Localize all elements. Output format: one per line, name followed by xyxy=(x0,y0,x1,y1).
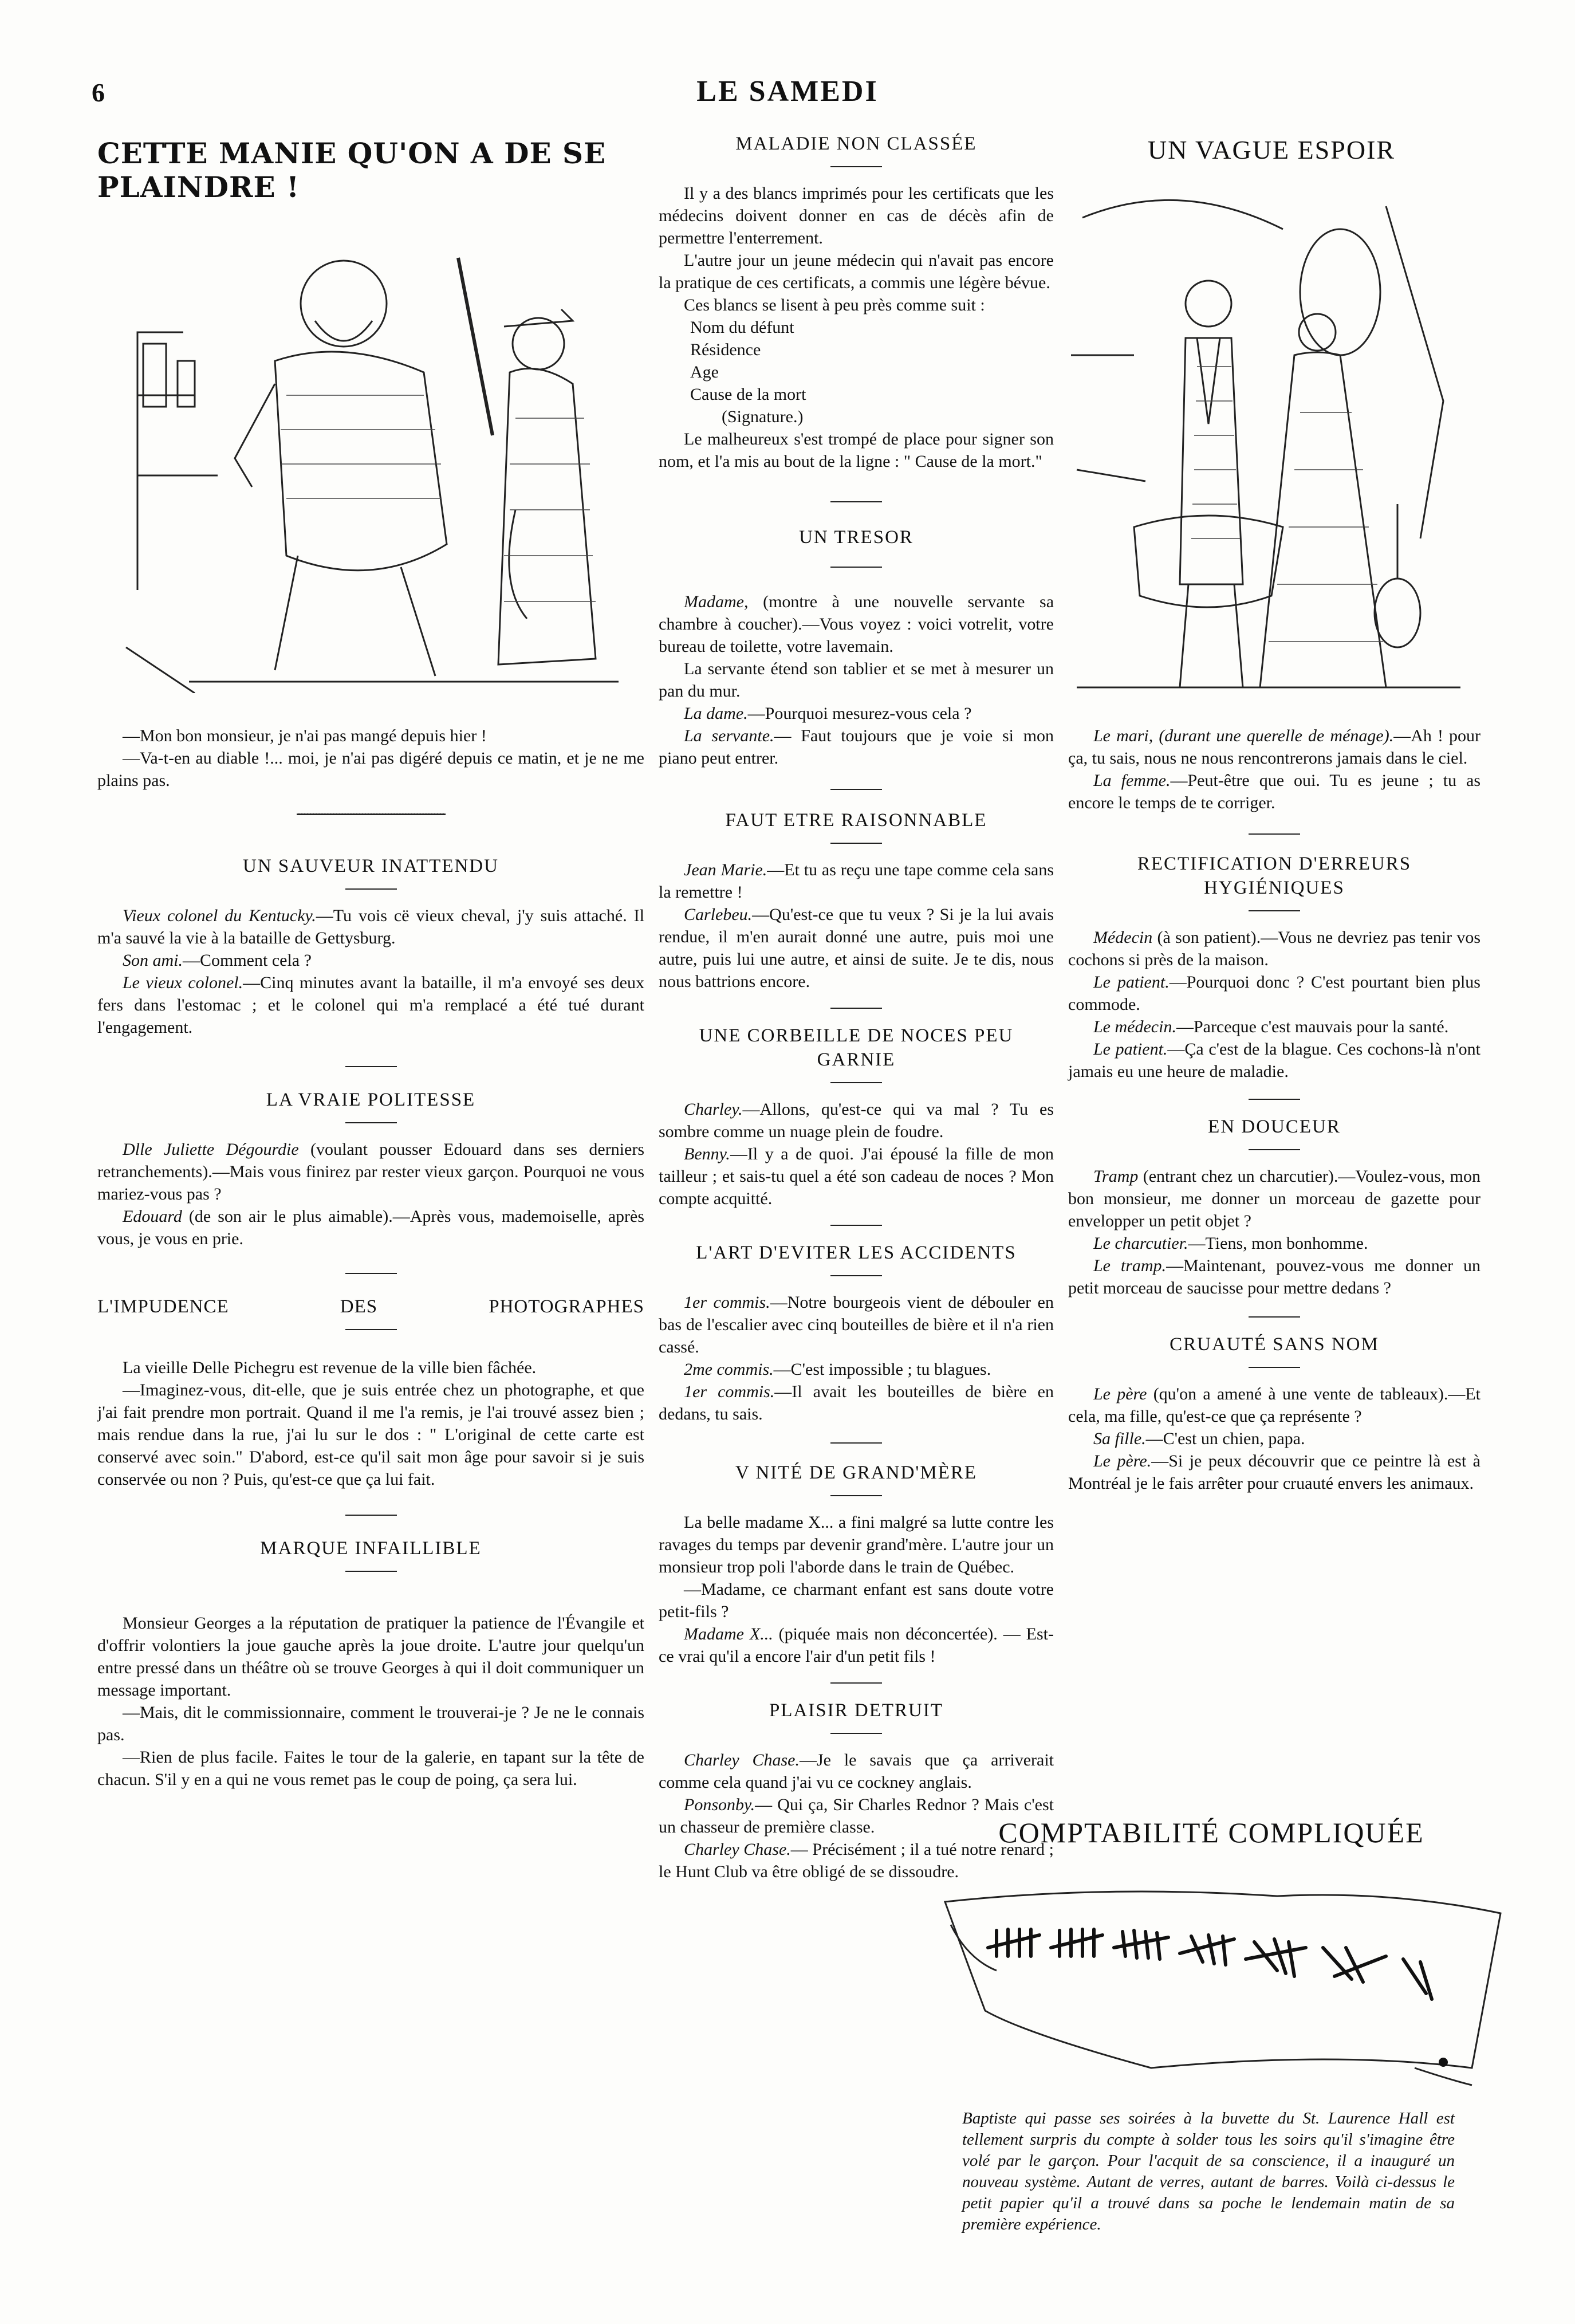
col1-title: CETTE MANIE QU'ON A DE SE PLAINDRE ! xyxy=(97,136,607,204)
section-title: CRUAUTÉ SANS NOM xyxy=(1170,1334,1379,1355)
section-title: RECTIFICATION D'ERREURS HYGIÉNIQUES xyxy=(1137,854,1412,898)
col1-body: —Mon bon monsieur, je n'ai pas mangé depuis hier ! —Va-t-en au diable !... moi, je n'ai pas digéré depuis ce matin, et je ne me plains pas. UN SAUVEUR INATTENDU Vieux colonel du Kentucky.—Tu vois cë vieux cheval, j'y suis attaché. Il m'a sauvé la vie à la bataille de Gettysburg. Son ami.—Comment cela ? Le vieux colonel.—Cinq minutes avant la bataille, il m'a envoyé ses deux fers dans l'estomac ; et le colonel qui m'a remplacé a été tué durant l'engagement. LA VRAIE POLITESSE Dlle Juliette Dégourdie (voulant pousser Edouard dans ses derniers retranchements).—Mais vous finirez par rester vieux garçon. Pourquoi ne vous mariez-vous pas ? Edouard (de son air le plus aimable).—Après vous, mademoiselle, après vous, je vous en prie. L'IMPUDENCE DES PHOTOGRAPHES La vieille Delle Pichegru est revenue de la ville bien fâchée. —Imaginez-vous, dit-elle, que je suis entrée chez un photographe, et que j'ai fait prendre mon portrait. Quand il me l'a remis, je l'ai trouvé assez bien ; mais rendue dans la rue, j'ai lu sur le dos : " L'original de cette carte est conservé avec soin." D'abord, est-ce qu'il sait mon âge pour savoir si je suis conservée ou non ? Puis, qu'est-ce que ça lui fait. MARQUE INFAILLIBLE Monsieur Georges a la réputation de pratiquer la patience de l'Évangile et d'offrir volontiers la joue gauche après la joue droite. L'autre jour quelqu'un entre pressé dans un théâtre où se trouve Georges à qui il doit communiquer un message important. —Mais, dit le commissionnaire, comment le trouverai-je ? Je ne le connais pas. —Rien de plus facile. Faites le tour de la galerie, en tapant sur la tête de chacun. S'il y en a qui ne vous remet pas le coup de poing, ça sera lui. xyxy=(97,725,644,1791)
divider xyxy=(345,1571,397,1572)
illustration-beggar-and-gentleman xyxy=(103,189,659,693)
divider xyxy=(830,1275,882,1276)
caption-gentleman: —Va-t-en au diable !... moi, je n'ai pas digéré depuis ce matin, et je ne me plains pas. xyxy=(97,749,644,790)
illustration-couple-in-parlour xyxy=(1065,183,1466,705)
divider xyxy=(1249,910,1300,911)
divider xyxy=(830,1495,882,1496)
section-title: PLAISIR DETRUIT xyxy=(769,1700,944,1721)
divider xyxy=(1249,1367,1300,1368)
illustration-tally-paper xyxy=(934,1862,1512,2102)
comptabilite-title: COMPTABILITÉ COMPLIQUÉE xyxy=(998,1816,1424,1849)
divider xyxy=(830,166,882,167)
journal-title: LE SAMEDI xyxy=(696,75,879,108)
section-title: FAUT ETRE RAISONNABLE xyxy=(725,810,987,831)
divider xyxy=(1249,1149,1300,1150)
divider xyxy=(830,1733,882,1734)
divider xyxy=(830,843,882,844)
section-title: LA VRAIE POLITESSE xyxy=(266,1090,476,1110)
divider xyxy=(345,888,397,890)
section-title: EN DOUCEUR xyxy=(1208,1116,1341,1137)
section-title: UN TRESOR xyxy=(799,527,914,548)
col2-body: MALADIE NON CLASSÉE Il y a des blancs imprimés pour les certificats que les médecins doivent donner en cas de décès afin de permettre l'enterrement. L'autre jour un jeune médecin qui n'avait pas encore la pratique de ces certificats, a commis une légère bévue. Ces blancs se lisent à peu près comme suit : Nom du défunt Résidence Age Cause de la mort (Signature.) Le malheureux s'est trompé de place pour signer son nom, et l'a mis au bout de la ligne : " Cause de la mort." UN TRESOR Madame, (montre à une nouvelle servante sa chambre à coucher).—Vous voyez : voici votrelit, votre bureau de toilette, votre lavemain. La servante étend son tablier et se met à mesurer un pan du mur. La dame.—Pourquoi mesurez-vous cela ? La servante.— Faut toujours que je voie si mon piano peut entrer. FAUT ETRE RAISONNABLE Jean Marie.—Et tu as reçu une tape comme cela sans la remettre ! Carlebeu.—Qu'est-ce que tu veux ? Si je la lui avais rendue, il m'en aurait donné une autre, puis moi une autre, puis lui une autre, et ainsi de suite. Je te dis, nous nous battrions encore. UNE CORBEILLE DE NOCES PEU GARNIE Charley.—Allons, qu'est-ce qui va mal ? Tu es sombre comme un nuage plein de foudre. Benny.—Il y a de quoi. J'ai épousé la fille de mon tailleur ; et sais-tu quel a été son cadeau de noces ? Mon compte acquitté. L'ART D'EVITER LES ACCIDENTS 1er commis.—Notre bourgeois vient de débouler en bas de l'escalier avec cinq bouteilles de bière et il n'a rien cassé. 2me commis.—C'est impossible ; tu blagues. 1er commis.—Il avait les bouteilles de bière en dedans, tu sais. V NITÉ DE GRAND'MÈRE La belle madame X... a fini malgré sa lutte contre les ravages du temps par devenir grand'mère. L'autre jour un monsieur trop poli l'aborde dans le train de Québec. —Madame, ce charmant enfant est sans doute votre petit-fils ? Madame X... (piquée mais non déconcertée). — Est-ce vrai qu'il a encore l'air d'un petit fils ! PLAISIR DETRUIT Charley Chase.—Je le savais que ça arriverait comme cela quand j'ai vu ce cockney anglais. Ponsonby.— Qui ça, Sir Charles Rednor ? Mais c'est un chasseur de première classe. Charley Chase.— Précisément ; il a tué notre renard ; le Hunt Club va être obligé de se dissoudre. xyxy=(659,132,1054,1883)
divider xyxy=(830,1082,882,1083)
section-title: V NITÉ DE GRAND'MÈRE xyxy=(735,1462,978,1483)
section-title: MALADIE NON CLASSÉE xyxy=(735,133,977,154)
section-title: UNE CORBEILLE DE NOCES PEU GARNIE xyxy=(699,1025,1014,1070)
col3-body: Le mari, (durant une querelle de ménage).—Ah ! pour ça, tu sais, nous ne nous rencontrerons jamais dans le ciel. La femme.—Peut-être que oui. Tu es jeune ; tu as encore le temps de te corriger. RECTIFICATION D'ERREURS HYGIÉNIQUES Médecin (à son patient).—Vous ne devriez pas tenir vos cochons si près de la maison. Le patient.—Pourquoi donc ? C'est pourtant bien plus commode. Le médecin.—Parceque c'est mauvais pour la santé. Le patient.—Ça c'est de la blague. Ces cochons-là n'ont jamais eu une heure de maladie. EN DOUCEUR Tramp (entrant chez un charcutier).—Voulez-vous, mon bon monsieur, me donner un morceau de gazette pour envelopper un petit objet ? Le charcutier.—Tiens, mon bonhomme. Le tramp.—Maintenant, pouvez-vous me donner un petit morceau de saucisse pour mettre dedans ? CRUAUTÉ SANS NOM Le père (qu'on a amené à une vente de tableaux).—Et cela, ma fille, qu'est-ce que ça représente ? Sa fille.—C'est un chien, papa. Le père.—Si je peux découvrir que ce peintre là est à Montréal je le fais arrêter pour cruauté envers les animaux. xyxy=(1068,726,1481,1493)
section-title: L'ART D'EVITER LES ACCIDENTS xyxy=(696,1242,1017,1263)
caption-beggar: —Mon bon monsieur, je n'ai pas mangé depuis hier ! xyxy=(123,726,487,745)
divider xyxy=(345,1122,397,1123)
divider xyxy=(345,1329,397,1330)
section-title: UN SAUVEUR INATTENDU xyxy=(243,856,499,876)
divider xyxy=(830,567,882,568)
section-title: L'IMPUDENCE DES PHOTOGRAPHES xyxy=(97,1296,644,1317)
page-number: 6 xyxy=(92,78,105,107)
section-title: MARQUE INFAILLIBLE xyxy=(260,1538,482,1559)
separator xyxy=(297,813,446,815)
comptabilite-caption: Baptiste qui passe ses soirées à la buvette du St. Laurence Hall est tellement surpris du compte à solder tous les soirs qu'il s'imagine être volé par le garçon. Pour l'acquit de sa conscience, il a inauguré un nouveau système. Autant de verres, autant de barres. Voilà ci-dessus le petit papier qu'il a trouvé dans sa poche le lendemain matin de sa première expérience. xyxy=(962,2109,1455,2233)
col3-title: UN VAGUE ESPOIR xyxy=(1147,135,1396,164)
